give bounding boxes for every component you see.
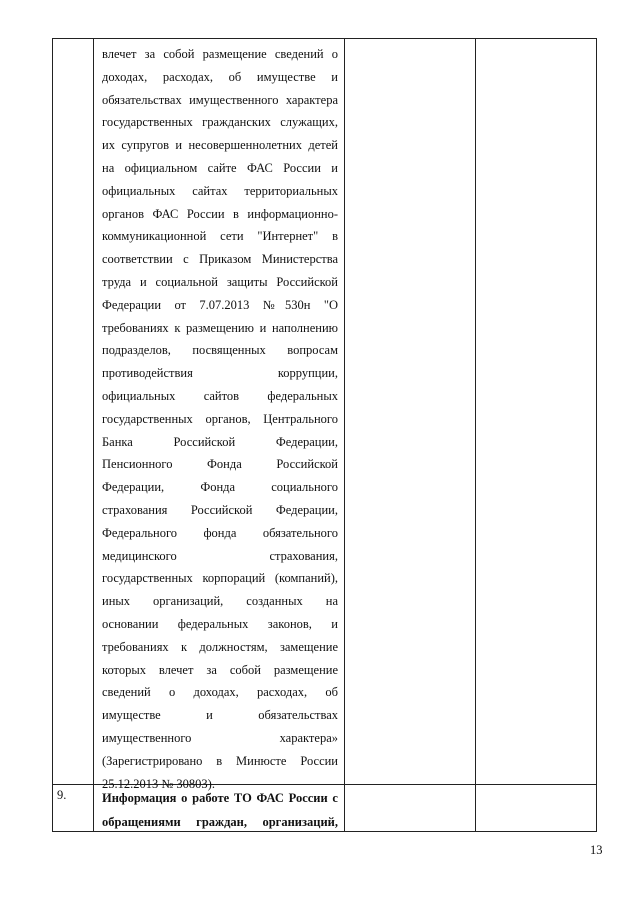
row-8-text-line: официальных сайтов федеральных [102,388,338,403]
row-8-text-line: государственных корпораций (компаний), [102,571,338,586]
row-8-text-line: их супругов и несовершеннолетних детей [102,138,338,153]
row-8-text-line: которых влечет за собой размещение [102,662,338,677]
row-8-text-line: влечет за собой размещение сведений о [102,47,338,61]
column-divider-2 [344,38,345,832]
row-8-text-line: Банка Российской Федерации, [102,434,338,449]
row-8-text-line: Федерации от 7.07.2013 №530н "О [102,297,338,312]
row-8-description [102,43,338,795]
row-8-text-line: коммуникационной сети "Интернет" в [102,229,338,244]
row-8-text-line: требованиях к размещению и наполнению [102,320,338,335]
row-8-text-line: (Зарегистрировано в Минюсте России [102,753,338,768]
row-8-text-line: доходах, расходах, об имуществе и [102,69,338,84]
row-8-text-line: иных организаций, созданных на [102,594,338,609]
row-8-text-line: труда и социальной защиты Российской [102,274,338,289]
row-8-text-line: обязательствах имущественного характера [102,92,338,107]
table-border-right [596,38,597,832]
row-8-text-line: Федерации, Фонда социального [102,480,338,495]
row-8-text-line: требованиях к должностям, замещение [102,639,338,654]
row-8-text-line: государственных органов, Центрального [102,411,338,426]
row-8-text-line: официальных сайтах территориальных [102,183,338,198]
row-8-text-line: имуществе и обязательствах [102,708,338,723]
row-8-text-line: Федерального фонда обязательного [102,525,338,540]
row-8-text-line: страхования Российской Федерации, [102,502,338,517]
row-8-text-line: Пенсионного Фонда Российской [102,457,338,472]
row-8-text-line: 25.12.2013 № 30803). [102,776,215,791]
row-9-text-line: обращениями граждан, организаций, [102,815,338,829]
table-border-left [52,38,53,832]
row-8-text-line: на официальном сайте ФАС России и [102,160,338,175]
row-8-text-line: органов ФАС России в информационно- [102,206,338,221]
page-number: 13 [590,843,603,857]
row-8-text-line: подразделов, посвященных вопросам [102,343,338,358]
row-8-text-line: медицинского страхования, [102,548,338,563]
column-divider-1 [93,38,94,832]
column-divider-3 [475,38,476,832]
row-8-text-line: соответствии с Приказом Министерства [102,252,338,267]
row-8-text-line: противодействия коррупции, [102,366,338,381]
row-9-text-line: Информация о работе ТО ФАС России с [102,791,338,805]
row-8-text-line: государственных гражданских служащих, [102,115,338,130]
row-8-text-line: основании федеральных законов, и [102,616,338,631]
row-8-text-line: имущественного характера» [102,730,338,745]
row-9-number: 9. [57,788,67,802]
row-8-text-line: сведений о доходах, расходах, об [102,685,338,700]
row-9-description [102,786,338,834]
table-border-top [52,38,597,39]
